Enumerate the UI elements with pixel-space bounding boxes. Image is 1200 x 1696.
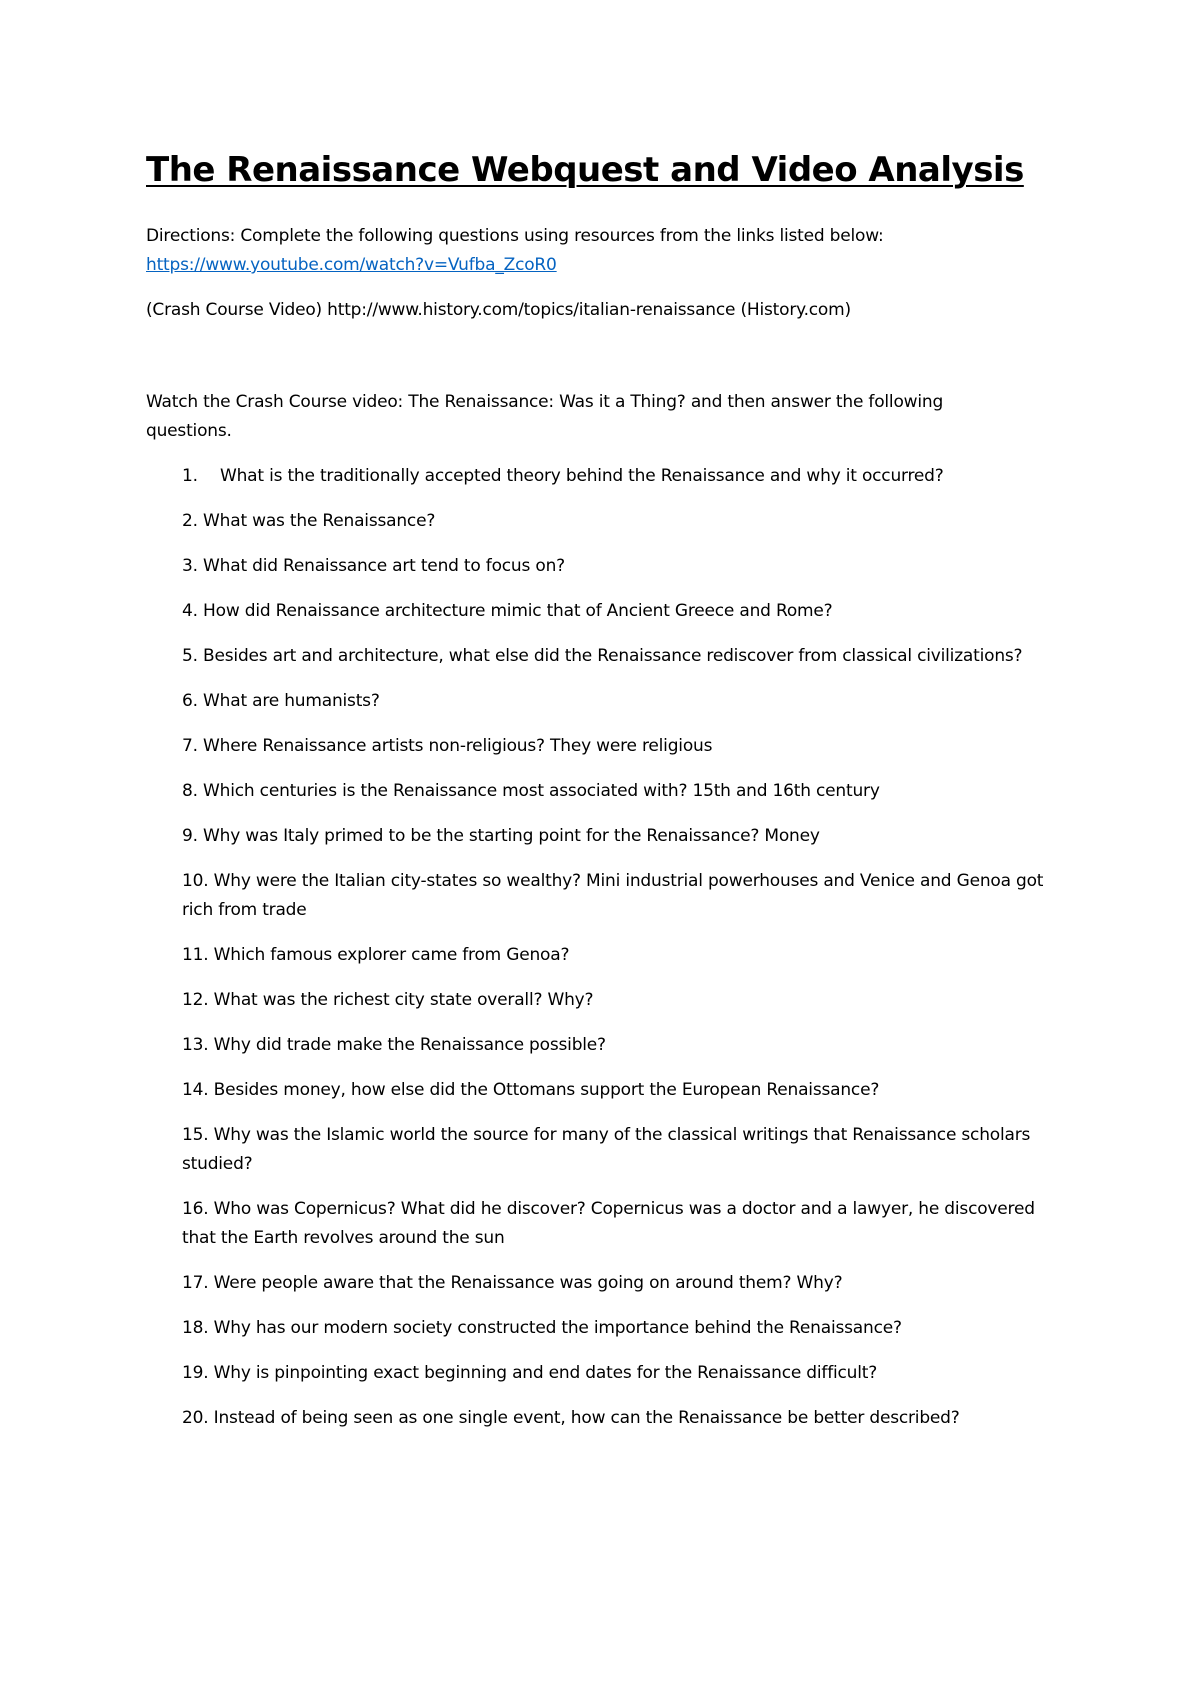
question-item <box>182 642 1062 671</box>
question-number: 13. <box>182 1035 209 1055</box>
question-item <box>182 1076 1062 1105</box>
instruction-line-1: Watch the Crash Course video: The Renaissance: Was it a Thing? and then answer the following <box>146 392 944 412</box>
question-text: Why has our modern society constructed the importance behind the Renaissance? <box>213 1318 902 1338</box>
question-text: Instead of being seen as one single event, how can the Renaissance be better described? <box>213 1408 960 1428</box>
question-item <box>182 507 1062 536</box>
question-number: 14. <box>182 1080 209 1100</box>
question-number: 17. <box>182 1273 209 1293</box>
question-text: What are humanists? <box>203 691 380 711</box>
question-number: 10. <box>182 871 209 891</box>
question-number: 5. <box>182 646 198 666</box>
question-number: 16. <box>182 1199 209 1219</box>
question-text: Why was the Islamic world the source for many of the classical writings that Renaissance scholars studied? <box>182 1125 1031 1174</box>
question-item <box>182 552 1062 581</box>
question-item <box>182 1195 1062 1253</box>
question-item <box>182 1314 1062 1343</box>
instruction-line-2: questions. <box>146 421 232 441</box>
question-number: 8. <box>182 781 198 801</box>
question-number: 9. <box>182 826 198 846</box>
document-title: The Renaissance Webquest and Video Analysis <box>146 150 1024 190</box>
question-number: 18. <box>182 1318 209 1338</box>
question-number: 20. <box>182 1408 209 1428</box>
question-item <box>182 867 1062 925</box>
question-item <box>182 941 1062 970</box>
question-item <box>182 687 1062 716</box>
question-item <box>182 597 1062 626</box>
youtube-link[interactable]: https://www.youtube.com/watch?v=Vufba_ZcoR0 <box>146 255 557 275</box>
question-number: 15. <box>182 1125 209 1145</box>
sources-line: (Crash Course Video) http://www.history.com/topics/italian-renaissance (History.com) <box>146 300 851 320</box>
question-text: Who was Copernicus? What did he discover? Copernicus was a doctor and a lawyer, he discovered that the Earth revolves around the sun <box>182 1199 1035 1248</box>
directions-text: Directions: Complete the following questions using resources from the links listed below: <box>146 226 884 246</box>
question-text: What was the Renaissance? <box>203 511 436 531</box>
question-number: 1. <box>182 466 198 486</box>
question-text: What did Renaissance art tend to focus on? <box>203 556 565 576</box>
question-text: Which famous explorer came from Genoa? <box>213 945 570 965</box>
question-number: 7. <box>182 736 198 756</box>
question-text: Besides art and architecture, what else did the Renaissance rediscover from classical civilizations? <box>203 646 1023 666</box>
question-item <box>182 1359 1062 1388</box>
question-number: 2. <box>182 511 198 531</box>
question-item <box>182 1404 1062 1433</box>
question-item <box>182 777 1062 806</box>
question-item <box>182 1121 1062 1179</box>
question-text: What was the richest city state overall? Why? <box>213 990 594 1010</box>
question-text: Which centuries is the Renaissance most associated with? 15th and 16th century <box>203 781 880 801</box>
question-text: What is the traditionally accepted theory behind the Renaissance and why it occurred? <box>220 466 944 486</box>
question-number: 11. <box>182 945 209 965</box>
question-item <box>182 462 1062 491</box>
question-text: How did Renaissance architecture mimic that of Ancient Greece and Rome? <box>203 601 833 621</box>
question-text: Why is pinpointing exact beginning and end dates for the Renaissance difficult? <box>213 1363 878 1383</box>
question-number: 4. <box>182 601 198 621</box>
question-list <box>182 462 1062 1449</box>
question-text: Why did trade make the Renaissance possible? <box>213 1035 606 1055</box>
question-number: 3. <box>182 556 198 576</box>
question-item <box>182 732 1062 761</box>
question-text: Why were the Italian city-states so wealthy? Mini industrial powerhouses and Venice and Genoa got rich from trade <box>182 871 1044 920</box>
question-item <box>182 986 1062 1015</box>
question-text: Where Renaissance artists non-religious? They were religious <box>203 736 713 756</box>
question-item <box>182 1031 1062 1060</box>
question-number: 19. <box>182 1363 209 1383</box>
youtube-link-line <box>146 251 557 280</box>
question-item <box>182 1269 1062 1298</box>
question-text: Were people aware that the Renaissance was going on around them? Why? <box>213 1273 843 1293</box>
question-item <box>182 822 1062 851</box>
question-text: Why was Italy primed to be the starting point for the Renaissance? Money <box>203 826 820 846</box>
question-text: Besides money, how else did the Ottomans support the European Renaissance? <box>213 1080 880 1100</box>
question-number: 6. <box>182 691 198 711</box>
question-number: 12. <box>182 990 209 1010</box>
